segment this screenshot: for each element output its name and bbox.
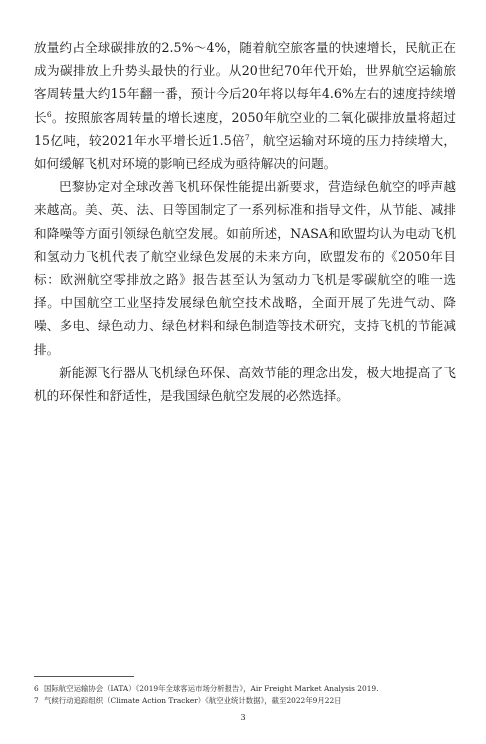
footnote-divider xyxy=(34,676,134,677)
paragraph-text: 巴黎协定对全球改善飞机环保性能提出新要求，营造绿色航空的呼声越来越高。美、英、法、日等国制定了一系列标准和指导文件，从节能、减排和降噪等方面引领绿色航空发展。如前所述，NASA和欧盟均认为电动飞机和氢动力飞机代表了航空业绿色发展的未来方向，欧盟发布的《2050年目标：欧洲航空零排放之路》报告甚至认为氢动力飞机是零碳航空的唯一选择。中国航空工业坚持发展绿色航空技术战略，全面开展了先进气动、降噪、多电、绿色动力、绿色材料和绿色制造等技术研究，支持飞机的节能减排。 xyxy=(34,179,456,357)
footnote-ref: 6 xyxy=(46,109,52,119)
paragraph xyxy=(34,175,456,361)
footnote-6 xyxy=(34,683,454,695)
page-number: 3 xyxy=(240,713,246,722)
paragraph-text: ，航空运输对环境的压力持续增大，如何缓解飞机对环境的影响已经成为亟待解决的问题。 xyxy=(34,132,456,172)
footnote-text: 气候行动追踪组织（Climate Action Tracker）《航空业统计数据》，截至2022年9月22日 xyxy=(44,696,342,705)
footnote-number: 7 xyxy=(34,696,39,705)
footnote-text: 国际航空运输协会（IATA）《2019年全球客运市场分析报告》，Air Freight Market Analysis 2019. xyxy=(44,684,379,693)
paragraph xyxy=(34,36,456,175)
footnote-ref: 7 xyxy=(244,132,250,142)
paragraph-text: 新能源飞行器从飞机绿色环保、高效节能的理念出发，极大地提高了飞机的环保性和舒适性，是我国绿色航空发展的必然选择。 xyxy=(34,364,456,404)
body-text xyxy=(34,36,456,407)
paragraph-text: 。按照旅客周转量的增长速度，2050年航空业的二氧化碳排放量将超过15亿吨，较2021年水平增长近1.5倍 xyxy=(34,109,457,148)
footnote-7 xyxy=(34,695,454,707)
footnotes xyxy=(34,683,454,707)
paragraph-text: 放量约占全球碳排放的2.5%～4%，随着航空旅客量的快速增长，民航正在成为碳排放上升势头最快的行业。从20世纪70年代开始，世界航空运输旅客周转量大约15年翻一番，预计今后20年将以每年4.6%左右的速度持续增长 xyxy=(34,40,456,125)
footnote-number: 6 xyxy=(34,684,39,693)
paragraph xyxy=(34,361,456,407)
